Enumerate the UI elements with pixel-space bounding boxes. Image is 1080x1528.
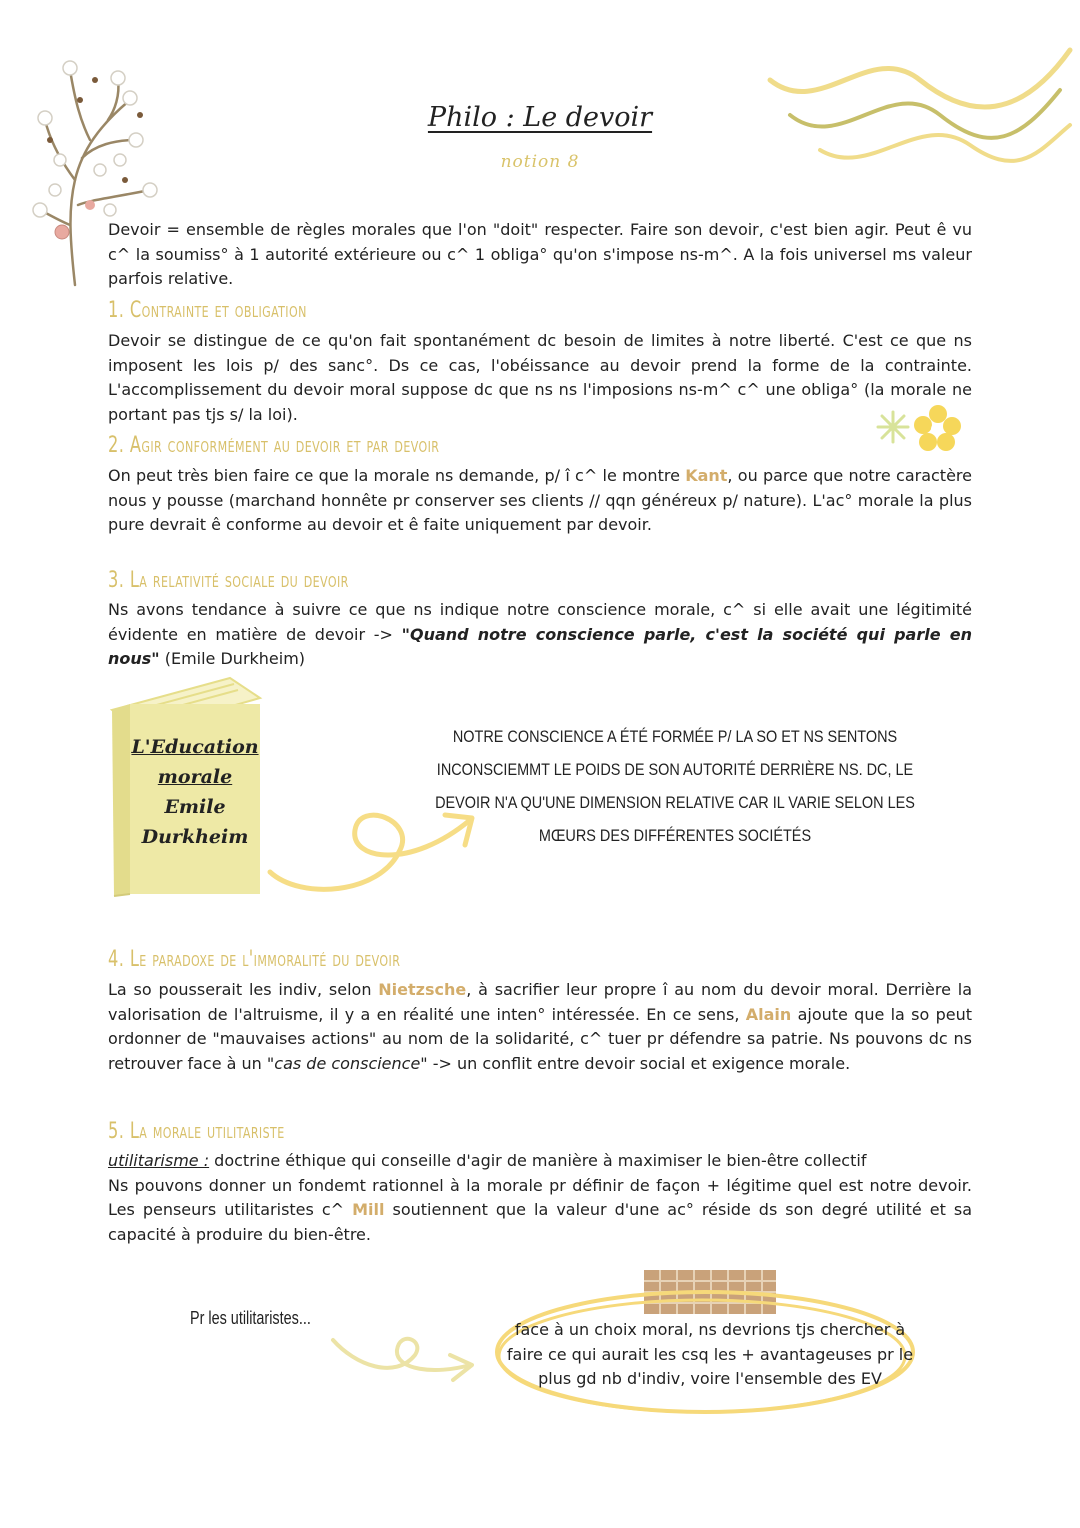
section-2-heading: 2. Agir conformément au devoir et par devoir	[108, 433, 440, 458]
book-line-3: Emile	[164, 796, 226, 818]
book-line-4: Durkheim	[141, 826, 249, 848]
swirl-arrow-icon	[325, 1325, 485, 1395]
section-4-heading: 4. Le paradoxe de l'immoralité du devoir	[108, 947, 401, 972]
book-line-2: morale	[157, 766, 233, 788]
book-line-1: L'Education	[131, 736, 259, 758]
page-subtitle: notion 8	[500, 152, 580, 172]
section-5-heading: 5. La morale utilitariste	[108, 1119, 285, 1144]
author-kant: Kant	[685, 466, 728, 485]
intro-paragraph: Devoir = ensemble de règles morales que l'on "doit" respecter. Faire son devoir, c'est bien agir. Peut ê vu c^ la soumiss° à 1 autorité extérieure ou c^ 1 obliga° qu'on s'impose ns-m^. A la fois universel ms valeur parfois relative.	[108, 220, 972, 288]
author-alain: Alain	[745, 1004, 792, 1024]
book-note: NOTRE CONSCIENCE A ÉTÉ FORMÉE P/ LA SO ET NS SENTONS INCONSCIEMMT LE POIDS DE SON AUTORITÉ DERRIÈRE NS. DC, LE DEVOIR N'A QU'UNE DIMENSION RELATIVE CAR IL VARIE SELON LES MŒURS DES DIFFÉRENTES SOCIÉTÉS	[435, 727, 915, 845]
utilitarian-note: face à un choix moral, ns devrions tjs chercher à faire ce qui aurait les csq les + avantageuses pr le plus gd nb d'indiv, voire l'ensemble des EV	[506, 1320, 914, 1388]
author-nietzsche: Nietzsche	[378, 980, 467, 999]
author-mill: Mill	[352, 1200, 385, 1219]
section-3-text: Ns avons tendance à suivre ce que ns indique notre conscience morale, c^ si elle avait une légitimité évidente en matière de devoir -> "Quand notre conscience parle, c'est la société qui parle en nous" (Emile Durkheim)	[108, 600, 973, 668]
durkheim-quote: "Quand notre conscience parle, c'est la société qui parle en nous"	[108, 624, 973, 668]
page-title: Philo : Le devoir	[427, 102, 653, 133]
section-5-text: utilitarisme : doctrine éthique qui conseille d'agir de manière à maximiser le bien-être collectif Ns pouvons donner un fondemt rationnel à la morale pr définir de façon + légitime quel est notre devoir. Les penseurs utilitaristes c^ Mill soutiennent que la valeur d'une ac° réside ds son degré utilité et sa capacité à produire du bien-être.	[108, 1151, 972, 1244]
definition-term: utilitarisme :	[108, 1151, 210, 1170]
utilitarian-label: Pr les utilitaristes...	[190, 1308, 311, 1328]
flower-icon	[868, 400, 968, 455]
section-2-text: On peut très bien faire ce que la morale ns demande, p/ î c^ le montre Kant, ou parce que notre caractère nous y pousse (marchand honnête pr conserver ses clients // qqn généreux p/ nature). L'ac° morale la plus pure devrait ê conforme au devoir et ê faite uniquement par devoir.	[108, 466, 972, 534]
section-4-text: La so pousserait les indiv, selon Nietzsche, à sacrifier leur propre î au nom du devoir moral. Derrière la valorisation de l'altruisme, il y a en réalité une inten° intéressée. En ce sens, Alain ajoute que la so peut ordonner de "mauvaises actions" au nom de la solidarité, c^ tuer pr défendre sa patrie. Ns pouvons dc ns retrouver face à un "cas de conscience" -> un conflit entre devoir social et exigence morale.	[108, 980, 973, 1073]
section-3-heading: 3. La relativité sociale du devoir	[108, 568, 349, 593]
section-1-heading: 1. Contrainte et obligation	[108, 298, 307, 323]
section-1-text: Devoir se distingue de ce qu'on fait spontanément dc besoin de limites à notre liberté. C'est ce que ns imposent les lois p/ des sanc°. Ds ce cas, l'obéissance au devoir prend la forme de la contrainte. L'accomplissement du devoir moral suppose dc que ns ns l'imposions ns-m^ c^ une obliga° (la morale ne portant pas tjs s/ la loi).	[108, 331, 972, 424]
book-title	[130, 732, 260, 852]
